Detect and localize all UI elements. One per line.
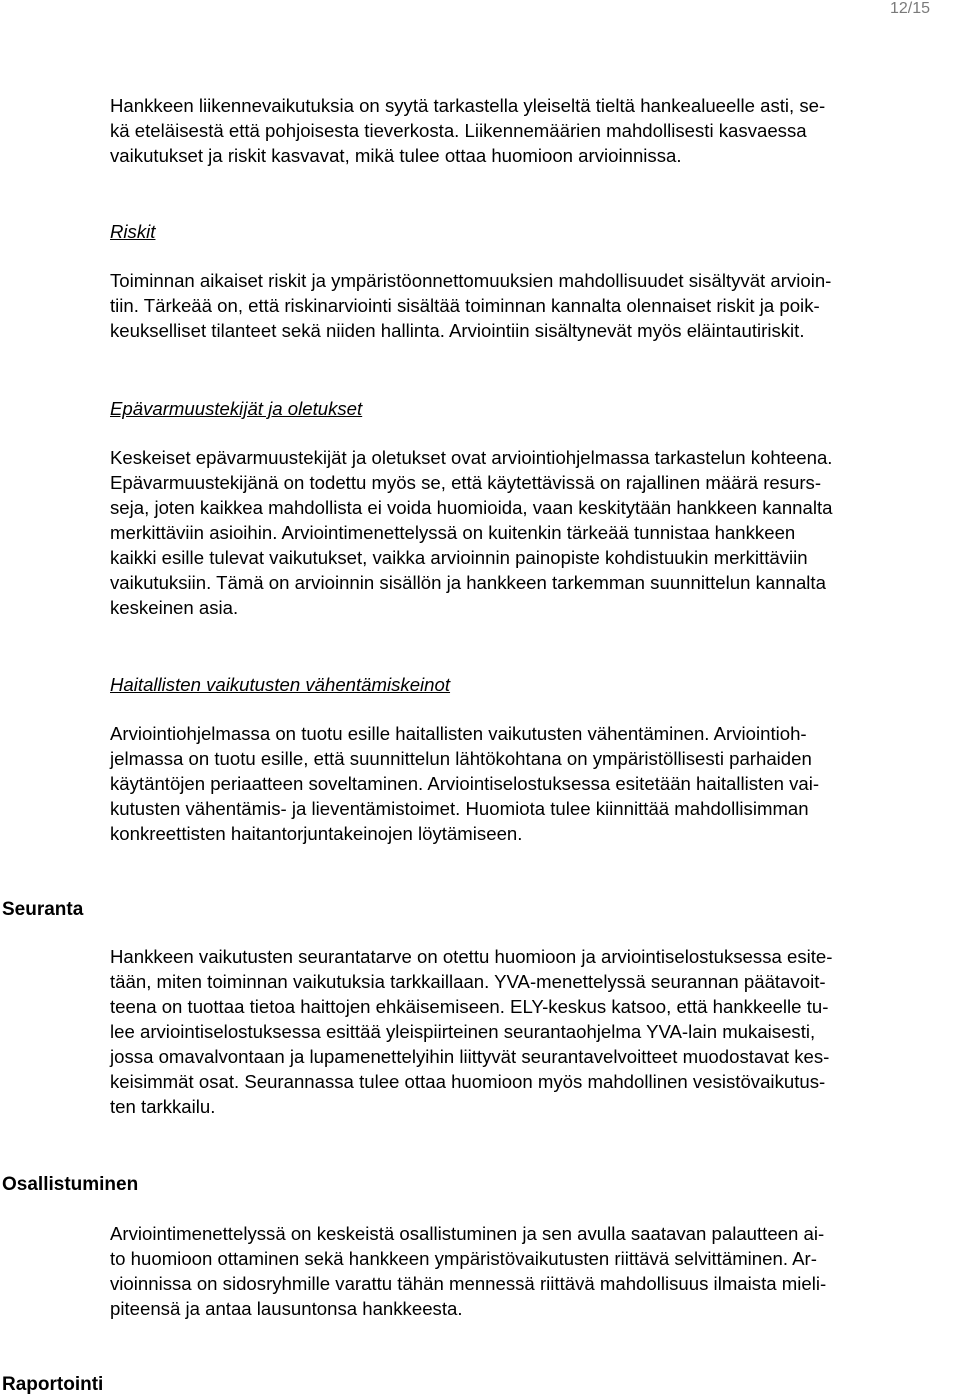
text-line: tään, miten toiminnan vaikutuksia tarkkaillaan. YVA-menettelyssä seurannan päätavoit- bbox=[110, 971, 826, 992]
text-line: jossa omavalvontaan ja lupamenettelyihin liittyvät seurantavelvoitteet muodostavat kes- bbox=[110, 1046, 830, 1067]
riskit-heading: Riskit bbox=[110, 221, 156, 242]
intro-paragraph bbox=[110, 93, 825, 168]
text-line: Arviointimenettelyssä on keskeistä osallistuminen ja sen avulla saatavan palautteen ai- bbox=[110, 1223, 825, 1244]
text-line: Arviointiohjelmassa on tuotu esille haitallisten vaikutusten vähentäminen. Arviointioh- bbox=[110, 723, 807, 744]
haitat-heading: Haitallisten vaikutusten vähentämiskeinot bbox=[110, 674, 451, 695]
text-line: lee arviointiselostuksessa esittää yleispiirteinen seurantaohjelma YVA-lain mukaisesti, bbox=[110, 1021, 816, 1042]
osallistuminen-heading: Osallistuminen bbox=[2, 1174, 139, 1195]
epavarmuus-paragraph bbox=[110, 445, 833, 620]
text-line: ten tarkkailu. bbox=[110, 1096, 216, 1117]
text-line: konkreettisten haitantorjuntakeinojen löytämiseen. bbox=[110, 823, 523, 844]
seuranta-paragraph bbox=[110, 944, 832, 1119]
text-line: jelmassa on tuotu esille, että suunnittelun lähtökohtana on ympäristöllisesti parhaiden bbox=[110, 748, 812, 769]
text-line: piteensä ja antaa lausuntonsa hankkeesta. bbox=[110, 1298, 463, 1319]
osallistuminen-paragraph bbox=[110, 1221, 826, 1321]
page-number: 12/15 bbox=[889, 0, 930, 17]
text-line: Toiminnan aikaiset riskit ja ympäristöonnettomuuksien mahdollisuudet sisältyvät arvioin- bbox=[110, 270, 832, 291]
text-line: to huomioon ottaminen sekä hankkeen ympäristövaikutusten riittävä selvittäminen. Ar- bbox=[110, 1248, 817, 1269]
text-line: kaikki esille tulevat vaikutukset, vaikka arvioinnin painopiste kohdistuukin merkittäviin bbox=[110, 547, 808, 568]
text-line: vioinnissa on sidosryhmille varattu tähän mennessä riittävä mahdollisuus ilmaista mieli- bbox=[110, 1273, 827, 1294]
text-line: merkittäviin asioihin. Arviointimenettelyssä on kuitenkin tärkeää tunnistaa hankkeen bbox=[110, 522, 796, 543]
text-line: seja, joten kaikkea mahdollista ei voida huomioida, vaan keskitytään hankkeen kannalta bbox=[110, 497, 833, 518]
epavarmuus-heading: Epävarmuustekijät ja oletukset bbox=[110, 398, 363, 419]
text-line: Keskeiset epävarmuustekijät ja oletukset ovat arviointiohjelmassa tarkastelun kohteena. bbox=[110, 447, 833, 468]
seuranta-heading: Seuranta bbox=[2, 899, 84, 920]
raportointi-heading: Raportointi bbox=[2, 1374, 104, 1395]
text-line: Hankkeen liikennevaikutuksia on syytä tarkastella yleiseltä tieltä hankealueelle asti, se- bbox=[110, 95, 826, 116]
text-line: vaikutukset ja riskit kasvavat, mikä tulee ottaa huomioon arvioinnissa. bbox=[110, 145, 682, 166]
text-line: vaikutuksiin. Tämä on arvioinnin sisällön ja hankkeen tarkemman suunnittelun kannalta bbox=[110, 572, 826, 593]
text-line: kä eteläisestä että pohjoisesta tieverkosta. Liikennemäärien mahdollisesti kasvaessa bbox=[110, 120, 807, 141]
text-line: Epävarmuustekijänä on todettu myös se, että käytettävissä on rajallinen määrä resurs- bbox=[110, 472, 822, 493]
text-line: teena on tuottaa tietoa haittojen ehkäisemiseen. ELY-keskus katsoo, että hankkeelle tu- bbox=[110, 996, 829, 1017]
riskit-paragraph bbox=[110, 268, 831, 343]
text-line: tiin. Tärkeää on, että riskinarviointi sisältää toiminnan kannalta olennaiset riskit ja poik- bbox=[110, 295, 820, 316]
text-line: keskeinen asia. bbox=[110, 597, 239, 618]
text-line: keisimmät osat. Seurannassa tulee ottaa huomioon myös mahdollinen vesistövaikutus- bbox=[110, 1071, 826, 1092]
text-line: keukselliset tilanteet sekä niiden hallinta. Arviointiin sisältynevät myös eläintautiriskit. bbox=[110, 320, 805, 341]
text-line: käytäntöjen periaatteen soveltaminen. Arviointiselostuksessa esitetään haitallisten vai- bbox=[110, 773, 820, 794]
text-line: kutusten vähentämis- ja lieventämistoimet. Huomiota tulee kiinnittää mahdollisimman bbox=[110, 798, 809, 819]
text-line: Hankkeen vaikutusten seurantatarve on otettu huomioon ja arviointiselostuksessa esite- bbox=[110, 946, 833, 967]
haitat-paragraph bbox=[110, 721, 819, 846]
